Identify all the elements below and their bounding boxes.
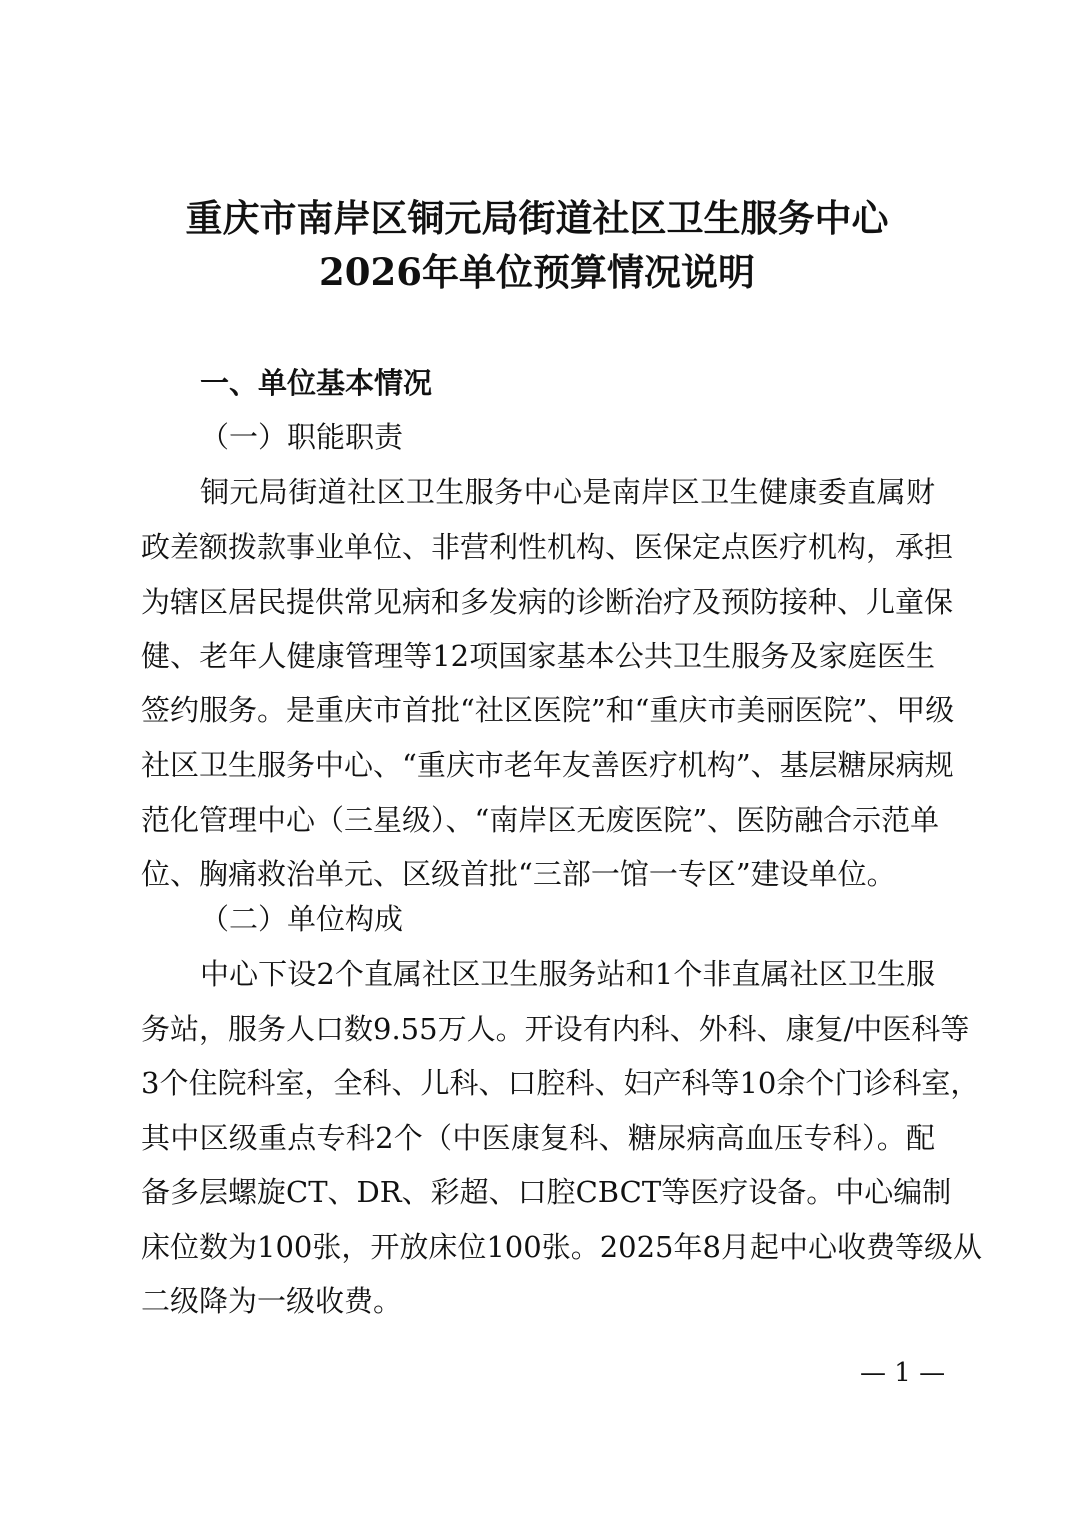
section-heading: 一、单位基本情况 [200,366,433,400]
paragraph-line: 中心下设2个直属社区卫生服务站和1个非直属社区卫生服 [200,957,935,991]
paragraph-line: 社区卫生服务中心、“重庆市老年友善医疗机构”、基层糖尿病规 [141,748,954,782]
paragraph-line: 床位数为100张，开放床位100张。2025年8月起中心收费等级从 [141,1230,982,1264]
paragraph-line: 签约服务。是重庆市首批“社区医院”和“重庆市美丽医院”、甲级 [141,693,955,727]
paragraph-line: 政差额拨款事业单位、非营利性机构、医保定点医疗机构，承担 [141,530,954,564]
paragraph-line: 其中区级重点专科2个（中医康复科、糖尿病高血压专科）。配 [141,1121,935,1155]
paragraph-line: 为辖区居民提供常见病和多发病的诊断治疗及预防接种、儿童保 [141,585,954,619]
paragraph-line: 务站，服务人口数9.55万人。开设有内科、外科、康复/中医科等 [141,1012,970,1046]
title-line-1: 重庆市南岸区铜元局街道社区卫生服务中心 [185,196,889,240]
page-number: — 1 — [860,1358,946,1388]
title-line-2: 2026年单位预算情况说明 [319,250,755,294]
paragraph-line: 3个住院科室，全科、儿科、口腔科、妇产科等10余个门诊科室， [141,1066,980,1100]
paragraph-line: 位、胸痛救治单元、区级首批“三部一馆一专区”建设单位。 [141,857,896,891]
paragraph-line: 铜元局街道社区卫生服务中心是南岸区卫生健康委直属财 [200,475,935,509]
subsection-heading: （二）单位构成 [200,902,404,936]
paragraph-line: 二级降为一级收费。 [141,1284,403,1318]
paragraph-line: 备多层螺旋CT、DR、彩超、口腔CBCT等医疗设备。中心编制 [141,1175,952,1209]
paragraph-line: 范化管理中心（三星级）、“南岸区无废医院”、医防融合示范单 [141,803,940,837]
subsection-heading: （一）职能职责 [200,420,404,454]
paragraph-line: 健、老年人健康管理等12项国家基本公共卫生服务及家庭医生 [141,639,935,673]
